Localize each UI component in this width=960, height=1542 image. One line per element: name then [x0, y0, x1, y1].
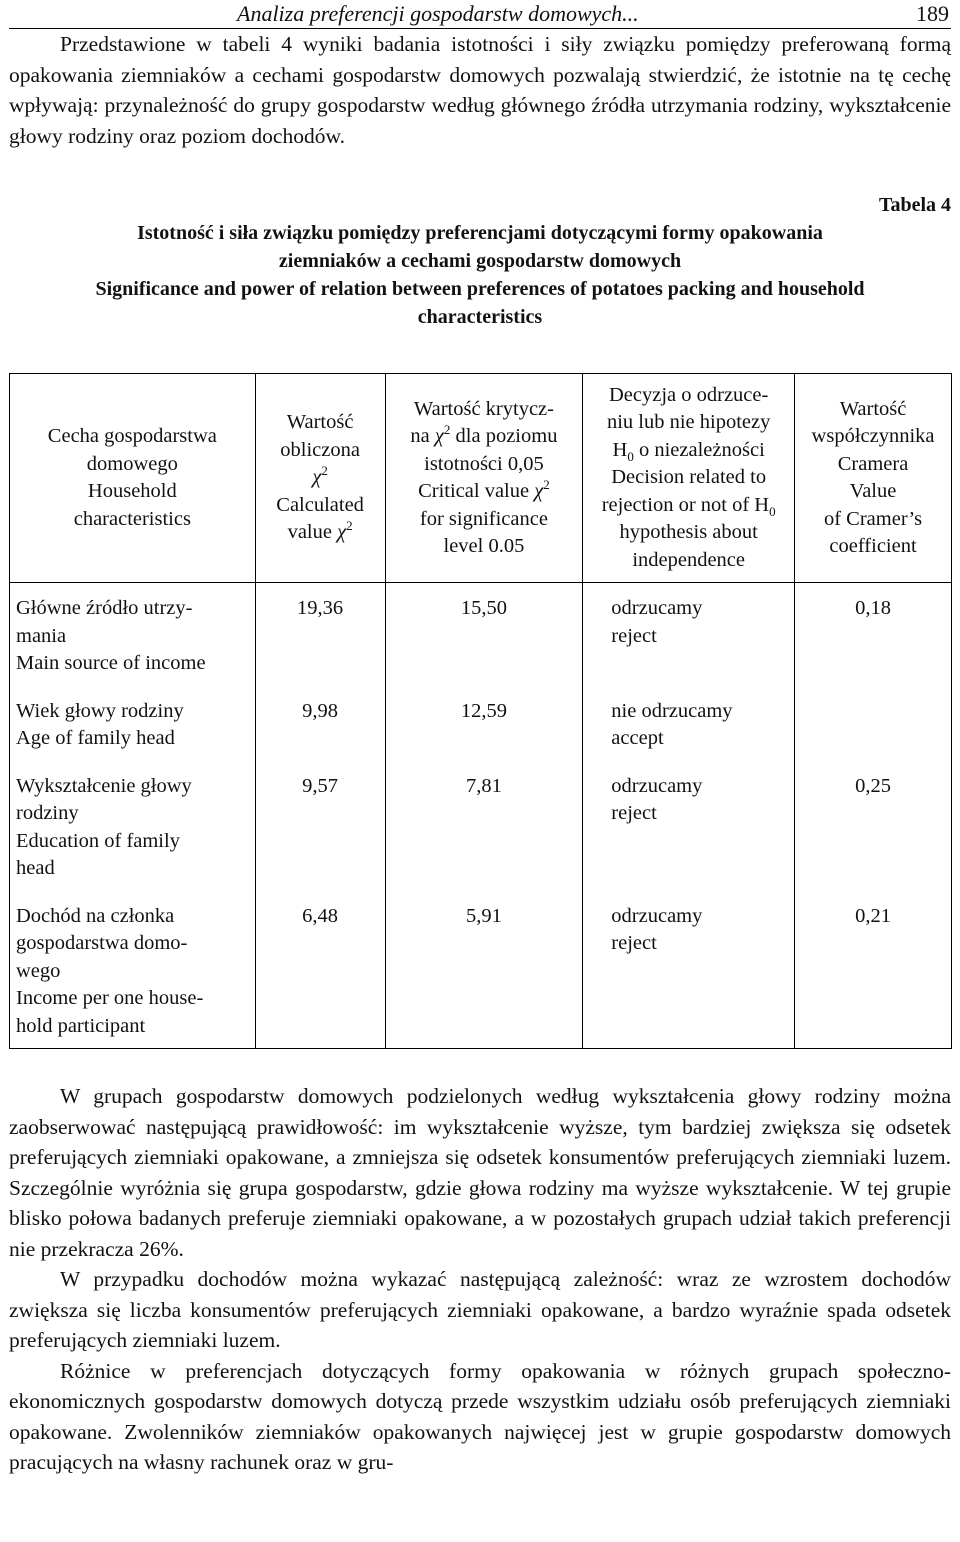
- caption-pl-line-2: ziemniaków a cechami gospodarstw domowych: [278, 250, 682, 272]
- paragraph: W przypadku dochodów można wykazać następującą zależność: wraz ze wzrostem dochodów zwiększa się liczba konsumentów preferujących ziemniaki opakowane, a bardzo wyraźnie spada odsetek preferujących ziemniaki luzem.: [9, 1267, 951, 1352]
- row-cramer: 0,21: [795, 891, 952, 1049]
- intro-paragraph: Przedstawione w tabeli 4 wyniki badania istotności i siły związku pomiędzy preferowaną formą opakowania ziemniaków a cechami gospodarstw domowych pozwalają stwierdzić, że istotnie na tę cechę wpływają: przynależność do grupy gospodarstw według głównego źródła utrzymania rodziny, wykształcenie głowy rodziny oraz poziom dochodów.: [9, 32, 951, 148]
- row-decision: odrzucamy reject: [583, 583, 795, 686]
- page-number: 189: [916, 1, 949, 26]
- page: [9, 0, 951, 1478]
- caption-en-line-1: Significance and power of relation between preferences of potatoes packing and household: [95, 278, 865, 300]
- row-critical: 7,81: [385, 761, 583, 891]
- paragraph: W grupach gospodarstw domowych podzielonych według wykształcenia głowy rodziny można zaobserwować następującą prawidłowość: im wykształcenie wyższe, tym bardziej zwiększa się odsetek preferujących ziemniaki opakowane, a zmniejsza się odsetek konsumentów preferujących ziemniaki luzem. Szczególnie wyróżnia się grupa gospodarstw, gdzie głowa rodziny ma wyższe wykształcenie. W tej grupie blisko połowa badanych preferuje ziemniaki opakowane, a w pozostałych grupach udział takich preferencji nie przekracza 26%.: [9, 1084, 951, 1261]
- row-feature: Wykształcenie głowy rodziny Education of family head: [10, 761, 256, 891]
- row-critical: 12,59: [385, 686, 583, 761]
- caption-pl-line-1: Istotność i siła związku pomiędzy preferencjami dotyczącymi formy opakowania: [137, 222, 823, 244]
- row-calculated: 9,98: [255, 686, 385, 761]
- table-header-row: [10, 374, 952, 583]
- row-calculated: 19,36: [255, 583, 385, 686]
- row-feature: Dochód na członka gospodarstwa domo- wego Income per one house- hold participant: [10, 891, 256, 1049]
- header-critical-value: Wartość krytycz- na $\chi^2$ dla poziomu istotności 0,05 Critical value $\chi^2$ for significance level 0.05: [385, 374, 583, 583]
- table-row: [10, 583, 952, 686]
- row-decision: nie odrzucamy accept: [583, 686, 795, 761]
- results-table: [9, 373, 952, 1049]
- row-calculated: 9,57: [255, 761, 385, 891]
- row-critical: 5,91: [385, 891, 583, 1049]
- caption-en-line-2: characteristics: [417, 306, 543, 328]
- row-cramer: [795, 686, 952, 761]
- header-feature: Cecha gospodarstwa domowego Household characteristics: [10, 374, 256, 583]
- header-decision: Decyzja o odrzuce- niu lub nie hipotezy $H_0$ o niezależności Decision related to rejection or not of $H_0$ hypothesis about independence: [583, 374, 795, 583]
- row-critical: 15,50: [385, 583, 583, 686]
- row-calculated: 6,48: [255, 891, 385, 1049]
- row-feature: Główne źródło utrzy- mania Main source of income: [10, 583, 256, 686]
- table-caption: [9, 219, 951, 331]
- row-cramer: 0,25: [795, 761, 952, 891]
- header-calculated-value: Wartość obliczona $\chi^2$ Calculated value $\chi^2$: [255, 374, 385, 583]
- running-title: Analiza preferencji gospodarstw domowych...: [237, 1, 639, 26]
- body-text: [9, 1081, 951, 1478]
- table-row: [10, 891, 952, 1049]
- running-header: [9, 0, 951, 29]
- table-label: Tabela 4: [878, 194, 951, 216]
- paragraph: Różnice w preferencjach dotyczących formy opakowania w różnych grupach społeczno-ekonomicznych gospodarstw domowych dotyczą przede wszystkim udziału osób preferujących ziemniaki opakowane. Zwolenników ziemniaków opakowanych najwięcej jest w grupie gospodarstw domowych pracujących na własny rachunek oraz w gru-: [9, 1358, 951, 1474]
- row-decision: odrzucamy reject: [583, 891, 795, 1049]
- table-row: [10, 761, 952, 891]
- row-cramer: 0,18: [795, 583, 952, 686]
- header-cramer: Wartość współczynnika Cramera Value of Cramer’s coefficient: [795, 374, 952, 583]
- table-row: [10, 686, 952, 761]
- row-feature: Wiek głowy rodziny Age of family head: [10, 686, 256, 761]
- row-decision: odrzucamy reject: [583, 761, 795, 891]
